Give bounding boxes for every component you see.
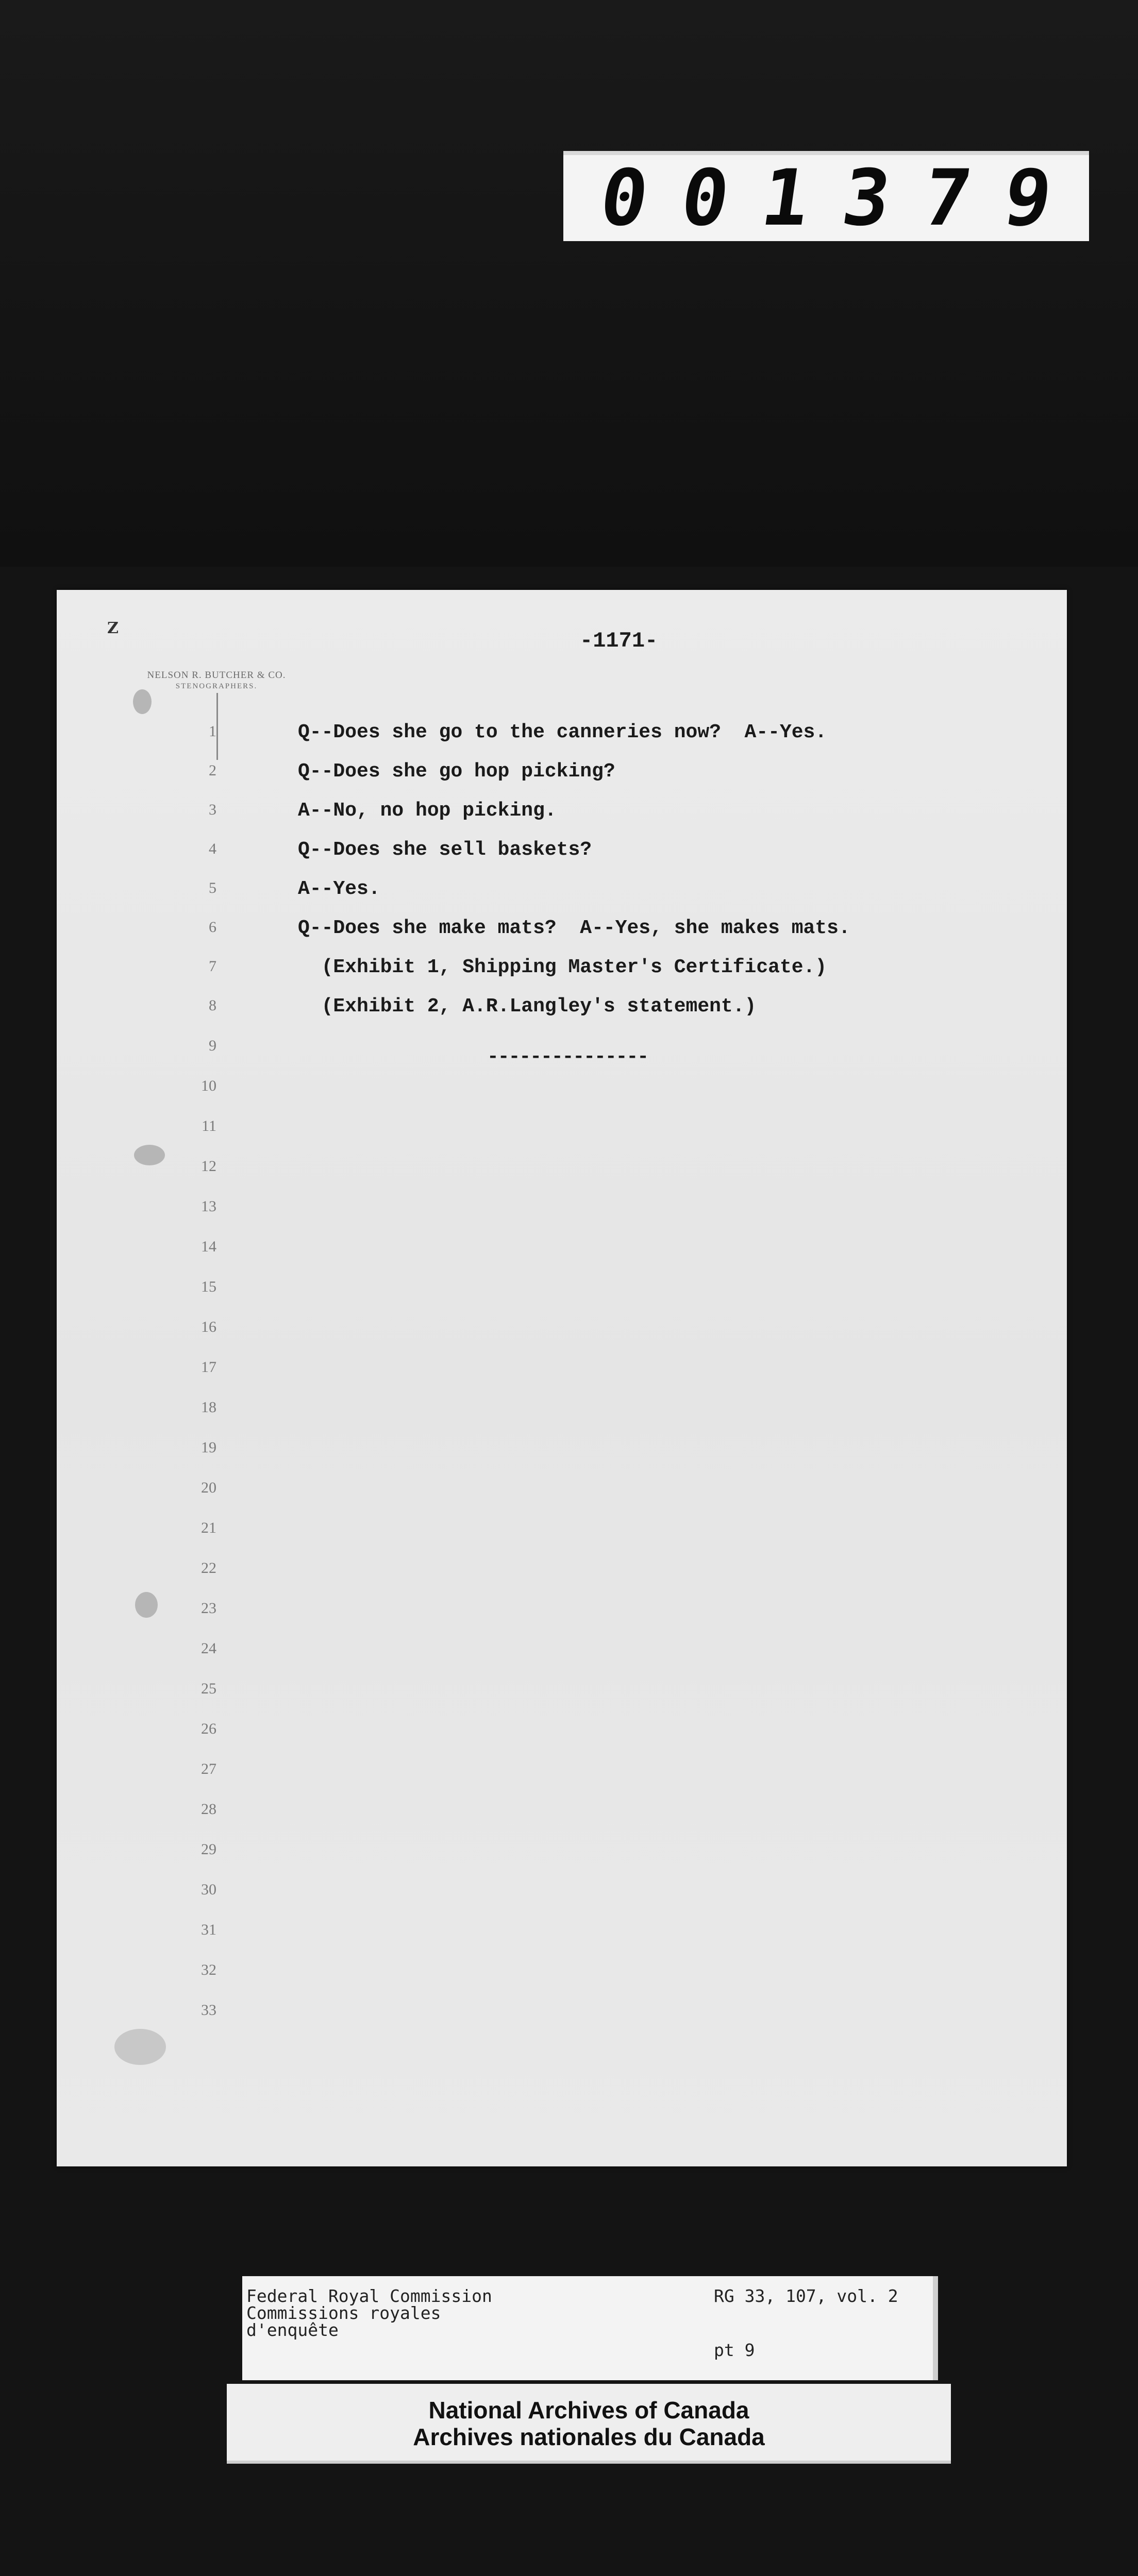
- paper-blemish: [135, 1592, 158, 1618]
- line-number: 22: [201, 1560, 216, 1577]
- line-number: 9: [209, 1037, 216, 1054]
- line-number: 26: [201, 1720, 216, 1737]
- line-number: 16: [201, 1318, 216, 1335]
- line-number: 17: [201, 1359, 216, 1376]
- line-number: 3: [209, 801, 216, 818]
- line-number: 19: [201, 1439, 216, 1456]
- record-group-reference: RG 33, 107, vol. 2: [714, 2286, 898, 2306]
- testimony-line: A--No, no hop picking.: [298, 800, 557, 822]
- line-number: 25: [201, 1680, 216, 1697]
- record-reference: [714, 2287, 898, 2359]
- archive-reference-label: [242, 2276, 938, 2380]
- page-number: -1171-: [580, 629, 658, 653]
- line-number: 18: [201, 1399, 216, 1416]
- line-number: 2: [209, 762, 216, 779]
- line-number: 30: [201, 1881, 216, 1898]
- margin-rule: [216, 693, 218, 760]
- microfilm-background: [0, 0, 1138, 567]
- stenographer-stamp: [134, 670, 299, 691]
- line-number: 28: [201, 1801, 216, 1818]
- stenographer-name: NELSON R. BUTCHER & CO.: [147, 670, 286, 681]
- institution-label: [227, 2384, 951, 2464]
- testimony-line: A--Yes.: [298, 878, 380, 900]
- line-number: 32: [201, 1961, 216, 1978]
- line-number: 13: [201, 1198, 216, 1215]
- line-number: 23: [201, 1600, 216, 1617]
- collection-title-line: Federal Royal Commission: [246, 2286, 492, 2306]
- line-number: 15: [201, 1278, 216, 1295]
- line-number: 27: [201, 1760, 216, 1777]
- line-number: 7: [209, 958, 216, 975]
- frame-digit: 0: [594, 153, 654, 243]
- line-number: 24: [201, 1640, 216, 1657]
- part-number: pt 9: [714, 2340, 755, 2360]
- line-number: 20: [201, 1479, 216, 1496]
- line-number: 31: [201, 1921, 216, 1938]
- line-number: 21: [201, 1519, 216, 1536]
- end-rule: ---------------: [487, 1046, 648, 1068]
- institution-name-french: Archives nationales du Canada: [413, 2424, 765, 2450]
- paper-blemish: [134, 1145, 165, 1165]
- testimony-line: Q--Does she go to the canneries now? A--Yes.: [298, 721, 827, 743]
- line-number: 11: [202, 1117, 216, 1134]
- institution-name-english: National Archives of Canada: [428, 2397, 749, 2424]
- line-number: 33: [201, 2002, 216, 2019]
- testimony-line: (Exhibit 2, A.R.Langley's statement.): [298, 995, 757, 1018]
- page-letter: Z: [107, 619, 119, 637]
- stenographer-title: STENOGRAPHERS.: [175, 682, 258, 690]
- paper-blemish: [114, 2029, 166, 2065]
- frame-digit: 3: [836, 153, 896, 243]
- testimony-line: Q--Does she go hop picking?: [298, 760, 615, 783]
- paper-blemish: [133, 689, 152, 714]
- frame-digit: 0: [675, 153, 735, 243]
- line-number: 29: [201, 1841, 216, 1858]
- line-number: 14: [201, 1238, 216, 1255]
- frame-digit: 1: [756, 153, 816, 243]
- collection-title-line: d'enquête: [246, 2320, 339, 2340]
- line-number: 6: [209, 919, 216, 936]
- testimony-line: (Exhibit 1, Shipping Master's Certificate.): [298, 956, 827, 978]
- testimony-line: Q--Does she sell baskets?: [298, 839, 592, 861]
- line-number: 10: [201, 1077, 216, 1094]
- line-number: 5: [209, 879, 216, 896]
- line-number: 4: [209, 840, 216, 857]
- frame-number-strip: [563, 151, 1089, 241]
- line-number: 8: [209, 997, 216, 1014]
- line-number: 1: [209, 723, 216, 740]
- line-number: 12: [201, 1158, 216, 1175]
- collection-title: [246, 2287, 492, 2338]
- testimony-line: Q--Does she make mats? A--Yes, she makes mats.: [298, 917, 850, 939]
- frame-digit: 9: [998, 153, 1058, 243]
- frame-digit: 7: [917, 153, 977, 243]
- collection-title-line: Commissions royales: [246, 2303, 441, 2323]
